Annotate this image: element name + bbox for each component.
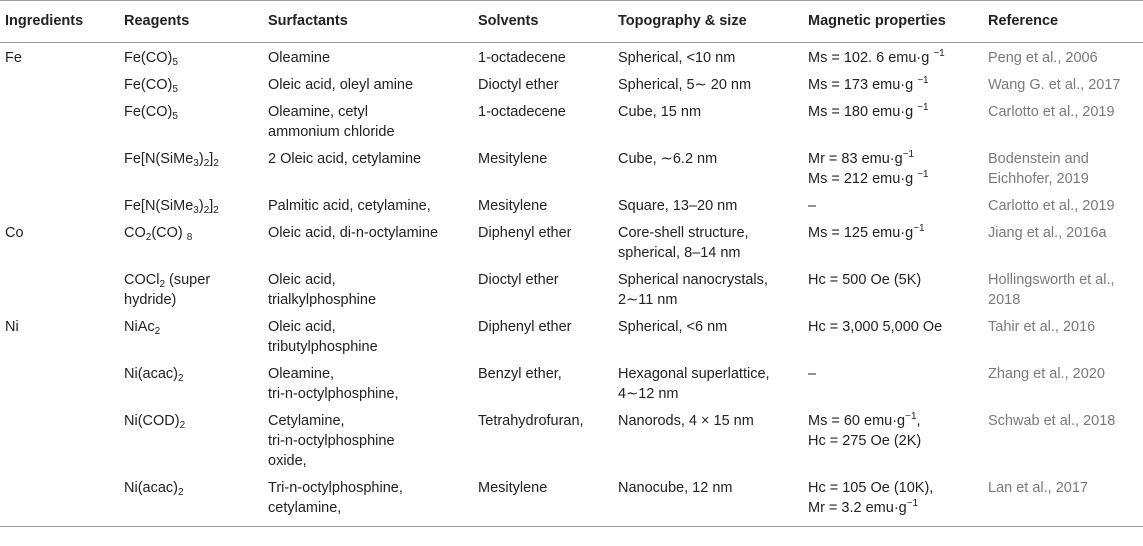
cell-magnetic: Hc = 3,000 5,000 Oe bbox=[808, 319, 943, 335]
cell-surfactant: Oleic acid, oleyl amine bbox=[268, 77, 414, 93]
cell-surfactant: 2 Oleic acid, cetylamine bbox=[268, 151, 422, 167]
cell-solvent: Dioctyl ether bbox=[478, 77, 559, 93]
cell-solvent: Tetrahydrofuran, bbox=[478, 413, 584, 429]
cell-topography: Spherical nanocrystals, 2∼11 nm bbox=[618, 272, 768, 308]
header-magnetic: Magnetic properties bbox=[808, 1, 988, 43]
cell-magnetic: Ms = 173 emu·g $^{-1}$ bbox=[808, 75, 929, 93]
table-row bbox=[0, 97, 1143, 144]
cell-solvent: Mesitylene bbox=[478, 198, 548, 214]
table-body bbox=[0, 43, 1143, 527]
cell-reference: Lan et al., 2017 bbox=[988, 473, 1143, 527]
cell-reagent: $Fe(CO)_5$ bbox=[124, 104, 178, 122]
cell-reference: Bodenstein and Eichhofer, 2019 bbox=[988, 151, 1089, 187]
cell-solvent: Mesitylene bbox=[478, 151, 548, 167]
cell-reagent: COCl$_2$ (super hydride) bbox=[124, 272, 211, 308]
cell-reagent: $Fe(CO)_5$ bbox=[124, 77, 178, 95]
cell-reagent: $Ni(acac)_2$ bbox=[124, 366, 184, 384]
cell-reference: Hollingsworth et al., 2018 bbox=[988, 272, 1115, 308]
cell-ingredient: Ni bbox=[5, 319, 19, 335]
cell-reagent: $CO_2(CO)$ $_8$ bbox=[124, 225, 193, 243]
header-reference: Reference bbox=[988, 1, 1143, 43]
cell-surfactant: Oleic acid, tributylphosphine bbox=[268, 319, 378, 355]
cell-solvent: Benzyl ether, bbox=[478, 366, 562, 382]
cell-reference: Wang G. et al., 2017 bbox=[988, 77, 1121, 93]
table-row bbox=[0, 406, 1143, 473]
table-row bbox=[0, 218, 1143, 265]
header-topography: Topography & size bbox=[618, 1, 808, 43]
cell-reference: Zhang et al., 2020 bbox=[988, 366, 1105, 382]
cell-topography: Core-shell structure, spherical, 8–14 nm bbox=[618, 225, 749, 261]
cell-reference: Peng et al., 2006 bbox=[988, 50, 1098, 66]
cell-magnetic: Ms = 180 emu·g $^{-1}$ bbox=[808, 102, 929, 120]
cell-ingredient bbox=[0, 70, 124, 97]
cell-reagent: $Fe[N(SiMe_3)_2]_2$ bbox=[124, 198, 219, 216]
cell-solvent: 1-octadecene bbox=[478, 104, 566, 120]
table-row bbox=[0, 359, 1143, 406]
cell-ingredient bbox=[0, 191, 124, 218]
cell-ingredient bbox=[0, 265, 124, 312]
cell-ingredient bbox=[0, 359, 124, 406]
header-ingredients: Ingredients bbox=[0, 1, 124, 43]
table-row bbox=[0, 43, 1143, 71]
cell-surfactant: Cetylamine, tri-n-octylphosphine oxide, bbox=[268, 413, 395, 469]
cell-ingredient bbox=[0, 473, 124, 527]
cell-magnetic: Ms = 125 $emu\cdot g^{-1}$ bbox=[808, 223, 925, 241]
cell-topography: Square, 13–20 nm bbox=[618, 198, 738, 214]
cell-solvent: 1-octadecene bbox=[478, 50, 566, 66]
cell-magnetic: Mr = 83 $emu\cdot g^{-1}$ Ms = 212 emu·g $^{-1}$ bbox=[808, 149, 929, 187]
cell-reagent: $Fe(CO)_5$ bbox=[124, 50, 178, 68]
cell-magnetic: – bbox=[808, 198, 817, 214]
cell-surfactant: Tri-n-octylphosphine, cetylamine, bbox=[268, 473, 478, 527]
cell-reagent: $Fe[N(SiMe_3)_2]_2$ bbox=[124, 151, 219, 169]
cell-ingredient bbox=[0, 144, 124, 191]
cell-ingredient bbox=[0, 406, 124, 473]
cell-solvent: Mesitylene bbox=[478, 473, 618, 527]
cell-magnetic: Ms = 60 $emu\cdot g^{-1}$, Hc = 275 Oe (2K) bbox=[808, 411, 922, 449]
cell-reference: Tahir et al., 2016 bbox=[988, 319, 1096, 335]
cell-reference: Schwab et al., 2018 bbox=[988, 413, 1116, 429]
cell-surfactant: Oleic acid, trialkylphosphine bbox=[268, 272, 377, 308]
table-row bbox=[0, 144, 1143, 191]
cell-reagent: $Ni(COD)_2$ bbox=[124, 413, 186, 431]
cell-topography: Cube, 15 nm bbox=[618, 104, 702, 120]
cell-solvent: Dioctyl ether bbox=[478, 272, 559, 288]
cell-surfactant: Oleamine, tri-n-octylphosphine, bbox=[268, 366, 399, 402]
cell-topography: Spherical, 5∼ 20 nm bbox=[618, 77, 752, 93]
cell-topography: Nanocube, 12 nm bbox=[618, 473, 808, 527]
header-reagents: Reagents bbox=[124, 1, 268, 43]
cell-surfactant: Oleamine, cetyl ammonium chloride bbox=[268, 104, 395, 140]
cell-topography: Spherical, <10 nm bbox=[618, 50, 736, 66]
header-row bbox=[0, 1, 1143, 43]
cell-magnetic: Hc = 500 Oe (5K) bbox=[808, 272, 922, 288]
cell-reference: Carlotto et al., 2019 bbox=[988, 198, 1115, 214]
cell-reference: Carlotto et al., 2019 bbox=[988, 104, 1115, 120]
cell-reagent: $Ni(acac)_2$ bbox=[124, 473, 268, 527]
table-row bbox=[0, 191, 1143, 218]
cell-magnetic: – bbox=[808, 366, 817, 382]
cell-magnetic: Hc = 105 Oe (10K), Mr = 3.2 $emu\cdot g^{-1}$ bbox=[808, 473, 988, 527]
table-row bbox=[0, 265, 1143, 312]
header-solvents: Solvents bbox=[478, 1, 618, 43]
cell-topography: Nanorods, 4 × 15 nm bbox=[618, 413, 754, 429]
table-row bbox=[0, 473, 1143, 527]
cell-surfactant: Oleamine bbox=[268, 50, 331, 66]
cell-topography: Spherical, <6 nm bbox=[618, 319, 728, 335]
cell-solvent: Diphenyl ether bbox=[478, 319, 572, 335]
cell-surfactant: Palmitic acid, cetylamine, bbox=[268, 198, 431, 214]
cell-ingredient bbox=[0, 97, 124, 144]
table-row bbox=[0, 312, 1143, 359]
cell-reagent: NiAc$_2$ bbox=[124, 319, 161, 337]
cell-reference: Jiang et al., 2016a bbox=[988, 225, 1107, 241]
cell-topography: Hexagonal superlattice, 4∼12 nm bbox=[618, 366, 770, 402]
cell-ingredient: Fe bbox=[5, 50, 22, 66]
cell-ingredient: Co bbox=[5, 225, 24, 241]
cell-topography: Cube, ∼6.2 nm bbox=[618, 151, 718, 167]
cell-surfactant: Oleic acid, di-n-octylamine bbox=[268, 225, 439, 241]
header-surfactants: Surfactants bbox=[268, 1, 478, 43]
table-row bbox=[0, 70, 1143, 97]
cell-solvent: Diphenyl ether bbox=[478, 225, 572, 241]
table-header bbox=[0, 1, 1143, 43]
cell-magnetic: Ms = 102. 6 emu·g $^{-1}$ bbox=[808, 48, 945, 66]
